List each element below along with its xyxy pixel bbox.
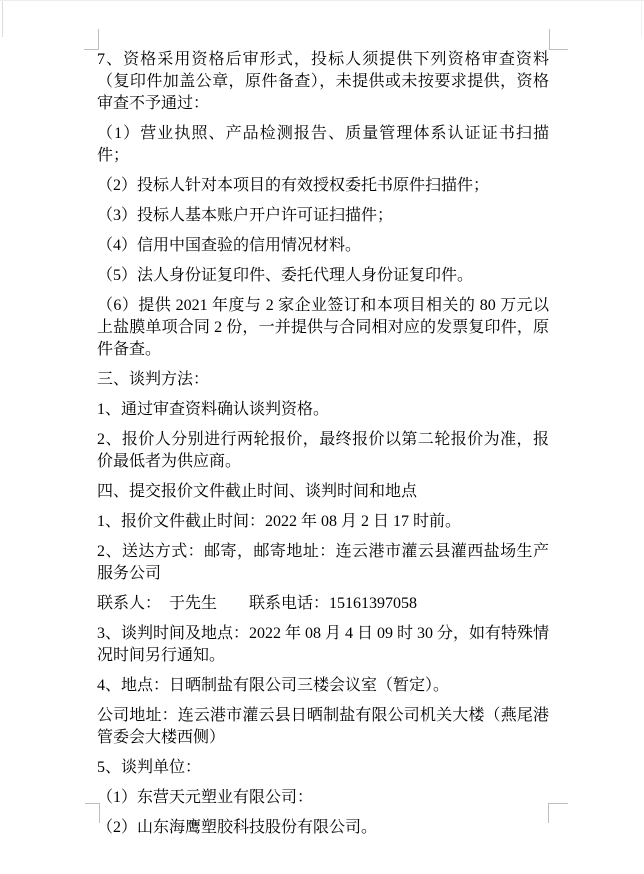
- paragraph-deadline: 1、报价文件截止时间：2022 年 08 月 2 日 17 时前。: [97, 513, 462, 530]
- paragraph-unit-2: （2）山东海鹰塑胶科技股份有限公司。: [97, 819, 378, 836]
- document-body: [97, 49, 549, 847]
- page-right-edge-line: [641, 1, 642, 37]
- page-left-edge-line: [2, 1, 3, 37]
- paragraph-company-address: 公司地址：连云港市灌云县日晒制盐有限公司机关大楼（燕尾港管委会大楼西侧）: [97, 707, 549, 746]
- paragraph-contact: 联系人： 于先生 联系电话：15161397058: [97, 595, 418, 612]
- heading-section-3: 三、谈判方法：: [97, 371, 210, 388]
- paragraph-item-2: （2）投标人针对本项目的有效授权委托书原件扫描件；: [97, 177, 490, 194]
- paragraph-unit-1: （1）东营天元塑业有限公司：: [97, 789, 314, 806]
- text-boundary-mark-bottom-right: [548, 803, 568, 823]
- paragraph-negotiation-time: 3、谈判时间及地点：2022 年 08 月 4 日 09 时 30 分，如有特殊情况时间另行通知。: [97, 625, 550, 664]
- heading-section-4: 四、提交报价文件截止时间、谈判时间和地点: [97, 483, 418, 500]
- text-boundary-mark-top-right: [549, 29, 568, 50]
- paragraph-location: 4、地点：日晒制盐有限公司三楼会议室（暂定）。: [97, 677, 450, 694]
- paragraph-item-3: （3）投标人基本账户开户许可证扫描件；: [97, 207, 394, 224]
- paragraph-item-5: （5）法人身份证复印件、委托代理人身份证复印件。: [97, 267, 474, 284]
- paragraph-item-6: （6）提供 2021 年度与 2 家企业签订和本项目相关的 80 万元以上盐膜单项合同 2 份，一并提供与合同相对应的发票复印件，原件备查。: [97, 297, 549, 358]
- paragraph-delivery: 2、送达方式：邮寄，邮寄地址：连云港市灌云县灌西盐场生产服务公司: [97, 543, 549, 582]
- paragraph-method-2: 2、报价人分别进行两轮报价，最终报价以第二轮报价为准，报价最低者为供应商。: [97, 431, 549, 470]
- paragraph-method-1: 1、通过审查资料确认谈判资格。: [97, 401, 330, 418]
- paragraph-qualification-intro: 7、资格采用资格后审形式，投标人须提供下列资格审查资料（复印件加盖公章，原件备查），未提供或未按要求提供，资格审查不予通过：: [97, 51, 549, 112]
- paragraph-negotiation-units: 5、谈判单位：: [97, 759, 202, 776]
- paragraph-item-1: （1）营业执照、产品检测报告、质量管理体系认证证书扫描件；: [97, 125, 549, 164]
- paragraph-item-4: （4）信用中国查验的信用情况材料。: [97, 237, 362, 254]
- text-boundary-mark-top-left: [84, 29, 99, 50]
